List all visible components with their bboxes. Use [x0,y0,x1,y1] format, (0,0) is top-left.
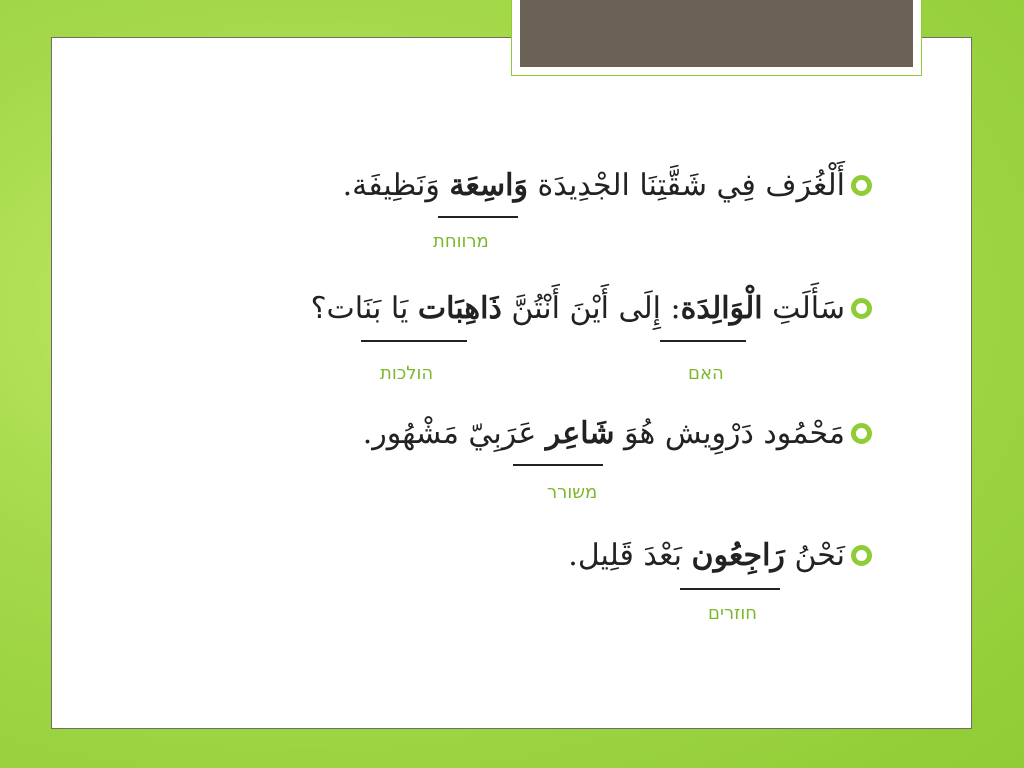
bullet-circle-icon [851,175,872,196]
sentence-2-before: سَأَلَتِ [762,290,845,326]
bullet-line-3 [363,408,872,458]
bullet-line-1 [343,160,872,210]
title-placeholder [520,0,913,67]
vocab-word-4: رَاجِعُون [691,537,785,573]
sentence-3-before: مَحْمُود دَرْوِيش هُوَ [614,415,845,451]
bullet-circle-icon [851,545,872,566]
sentence-1-after: وَنَظِيفَة. [342,167,450,203]
title-box [511,0,922,76]
bullet-line-2 [311,283,872,333]
underline-1 [438,216,518,218]
sentence-1 [343,168,845,203]
gloss-3: משורר [547,482,598,503]
sentence-2-after: يَا بَنَات؟ [310,290,418,326]
underline-4 [680,588,780,590]
gloss-2a: האם [688,363,724,384]
sentence-2 [311,291,845,326]
slide-frame [51,37,972,729]
vocab-word-3: شَاعِر [545,415,615,451]
sentence-4-after: بَعْدَ قَلِيل. [568,537,692,573]
vocab-word-2a: الْوَالِدَة [680,290,763,326]
gloss-4: חוזרים [708,603,758,624]
gloss-2b: הולכות [380,363,434,384]
bullet-circle-icon [851,423,872,444]
bullet-line-4 [568,530,872,580]
sentence-4 [568,538,845,573]
underline-2a [660,340,746,342]
bullet-circle-icon [851,298,872,319]
sentence-4-before: نَحْنُ [784,537,845,573]
sentence-3-after: عَرَبِيّ مَشْهُور. [362,415,546,451]
vocab-word-2b: ذَاهِبَات [417,290,502,326]
sentence-2-middle: : إِلَى أَيْنَ أَنْتُنَّ [501,290,681,326]
underline-3 [513,464,603,466]
underline-2b [361,340,467,342]
vocab-word-1: وَاسِعَة [449,167,528,203]
sentence-3 [363,416,845,451]
gloss-1: מרווחת [433,231,489,252]
sentence-1-before: أَلْغُرَف فِي شَقَّتِنَا الجْدِيدَة [527,167,845,203]
